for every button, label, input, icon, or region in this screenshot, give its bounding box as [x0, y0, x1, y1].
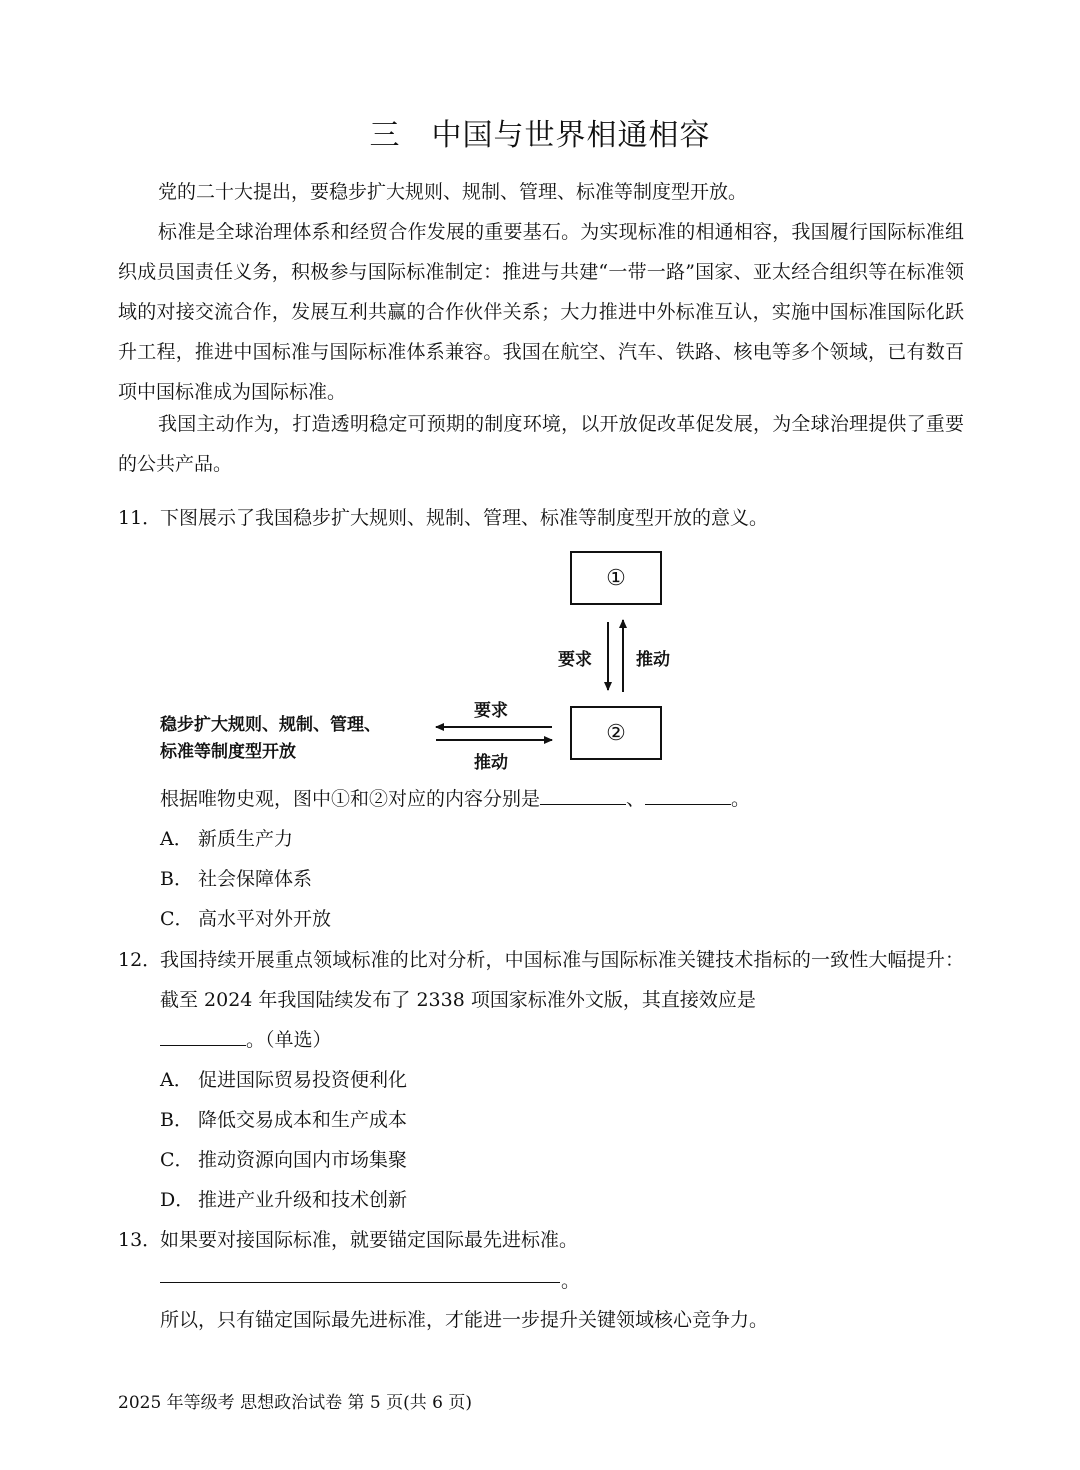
diagram-left-text-line-2: 标准等制度型开放: [160, 742, 296, 762]
option-letter: B．: [160, 1109, 193, 1131]
option-text: 推进产业升级和技术创新: [198, 1189, 408, 1211]
question-12-stem-end: 。（单选）: [246, 1029, 332, 1051]
arrow-label-require-vertical: 要求: [558, 650, 592, 670]
question-11-stem: 下图展示了我国稳步扩大规则、规制、管理、标准等制度型开放的意义。: [160, 507, 769, 529]
page-footer: 2025 年等级考 思想政治试卷 第 5 页(共 6 页): [118, 1393, 472, 1413]
question-12-stem: [160, 940, 964, 1060]
question-12-option-c[interactable]: [160, 1147, 407, 1173]
question-13-blank-end: 。: [561, 1270, 581, 1292]
answer-blank-1[interactable]: [540, 786, 626, 805]
question-11-prompt-text: 根据唯物史观，图中①和②对应的内容分别是: [160, 788, 541, 810]
option-text: 高水平对外开放: [198, 908, 332, 930]
question-13-stem: 如果要对接国际标准，就要锚定国际最先进标准。: [160, 1229, 579, 1251]
section-title: 三 中国与世界相通相容: [369, 118, 711, 153]
option-letter: A．: [160, 1069, 193, 1091]
intro-paragraph-2: 标准是全球治理体系和经贸合作发展的重要基石。为实现标准的相通相容，我国履行国际标准组织成员国责任义务，积极参与国际标准制定：推进与共建“一带一路”国家、亚太经合组织等在标准领域的对接交流合作，发展互利共赢的合作伙伴关系；大力推进中外标准互认，实施中国标准国际化跃升工程，推进中国标准与国际标准体系兼容。我国在航空、汽车、铁路、核电等多个领域，已有数百项中国标准成为国际标准。: [118, 221, 964, 403]
question-12-option-b[interactable]: [160, 1107, 407, 1133]
option-letter: B．: [160, 868, 193, 890]
answer-blank-2[interactable]: [645, 786, 731, 805]
option-text: 推动资源向国内市场集聚: [198, 1149, 408, 1171]
answer-blank-q12[interactable]: [160, 1027, 246, 1046]
diagram-box-1: ①: [570, 551, 662, 605]
answer-blank-q13[interactable]: [160, 1282, 560, 1283]
question-12: [118, 940, 964, 1064]
option-letter: C．: [160, 908, 194, 930]
option-text: 促进国际贸易投资便利化: [198, 1069, 408, 1091]
question-11-prompt: [160, 786, 750, 812]
question-11-option-c[interactable]: [160, 906, 331, 932]
question-13-conclusion: 所以，只有锚定国际最先进标准，才能进一步提升关键领域核心竞争力。: [160, 1309, 769, 1331]
arrow-label-drive-horizontal: 推动: [474, 753, 508, 773]
option-text: 社会保障体系: [198, 868, 313, 890]
question-11-number: 11．: [118, 507, 162, 529]
diagram-left-text-line-1: 稳步扩大规则、规制、管理、: [160, 715, 381, 735]
question-12-option-d[interactable]: [160, 1187, 407, 1213]
arrow-label-drive-vertical: 推动: [636, 650, 670, 670]
intro-paragraph-1: 党的二十大提出，要稳步扩大规则、规制、管理、标准等制度型开放。: [158, 181, 748, 203]
option-letter: A．: [160, 828, 193, 850]
question-12-number: 12．: [118, 949, 162, 971]
option-letter: C．: [160, 1149, 194, 1171]
question-12-stem-text: 我国持续开展重点领域标准的比对分析，中国标准与国际标准关键技术指标的一致性大幅提升：截至 2024 年我国陆续发布了 2338 项国家标准外文版，其直接效应是: [160, 949, 964, 1011]
diagram-box-2: ②: [570, 706, 662, 760]
intro-paragraph-3: 我国主动作为，打造透明稳定可预期的制度环境，以开放促改革促发展，为全球治理提供了重要的公共产品。: [118, 413, 964, 475]
question-12-option-a[interactable]: [160, 1067, 407, 1093]
arrow-label-require-horizontal: 要求: [474, 701, 508, 721]
option-text: 降低交易成本和生产成本: [198, 1109, 408, 1131]
question-11-separator: 、: [626, 788, 646, 810]
question-11-end: 。: [731, 788, 751, 810]
question-11-option-a[interactable]: [160, 826, 293, 852]
question-13-number: 13．: [118, 1229, 162, 1251]
question-11-option-b[interactable]: [160, 866, 312, 892]
option-text: 新质生产力: [198, 828, 294, 850]
option-letter: D．: [160, 1189, 195, 1211]
question-13: [118, 1227, 578, 1253]
